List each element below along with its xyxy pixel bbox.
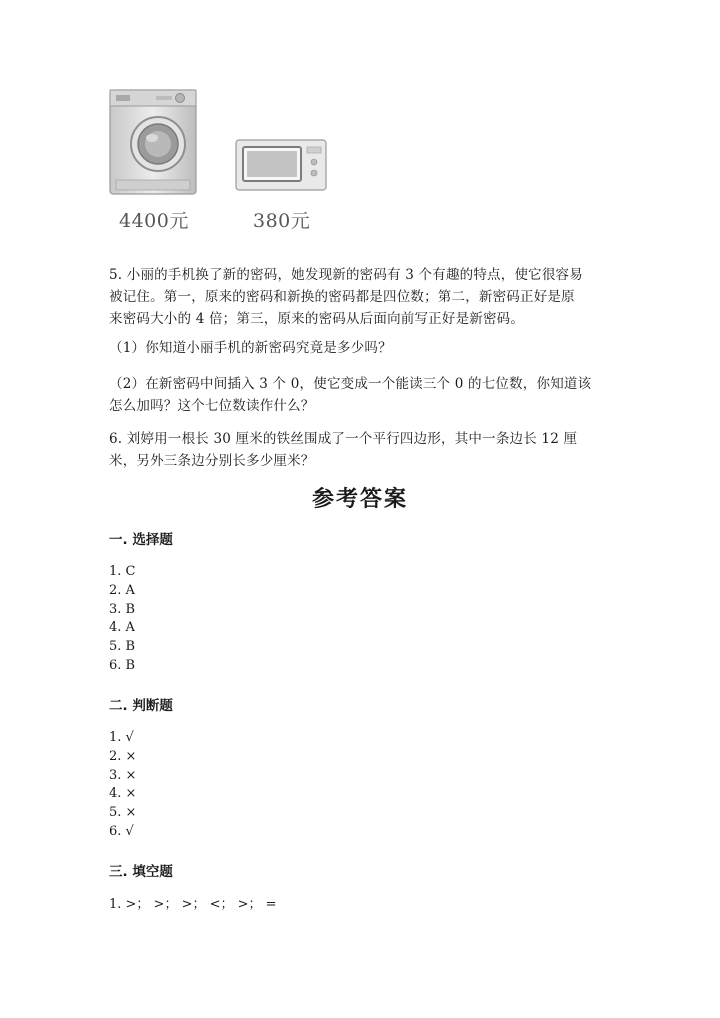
answer-item: 3. ×: [109, 767, 137, 783]
answer-item: 1. >； >； >； <； >； =: [109, 897, 277, 912]
answer-item: 6. √: [109, 823, 134, 839]
section-title-fill-blank: 三. 填空题: [109, 864, 173, 880]
question-5: [109, 264, 629, 330]
question-5-sub-2-line: 怎么加吗？这个七位数读作什么？: [109, 398, 315, 414]
question-6-line: 6. 刘婷用一根长 30 厘米的铁丝围成了一个平行四边形，其中一条边长 12 厘: [109, 431, 578, 447]
question-5-sub-2: [109, 373, 629, 417]
question-5-line: 被记住。第一，原来的密码和新换的密码都是四位数；第二，新密码正好是原: [109, 289, 575, 305]
answer-item: 1. C: [109, 564, 136, 579]
washing-machine-image: [108, 88, 198, 196]
microwave-price-label: 380元: [253, 210, 311, 232]
question-5-line: 5. 小丽的手机换了新的密码，她发现新的密码有 3 个有趣的特点，使它很容易: [109, 267, 583, 283]
microwave-image: [235, 139, 327, 191]
answer-item: 3. B: [109, 601, 136, 617]
judgement-answers-list: [109, 729, 136, 842]
answer-item: 4. ×: [109, 786, 137, 802]
answers-title: 参考答案: [311, 486, 408, 512]
washer-price-label: 4400元: [119, 210, 189, 232]
question-5-sub-2-line: （2）在新密码中间插入 3 个 0，使它变成一个能读三个 0 的七位数，你知道该: [109, 376, 592, 392]
answer-item: 2. A: [109, 582, 135, 598]
answer-item: 2. ×: [109, 748, 137, 764]
fill-blank-answers-list: [109, 896, 277, 915]
question-6-line: 米，另外三条边分别长多少厘米？: [109, 453, 315, 469]
section-title-judgement: 二. 判断题: [109, 698, 173, 714]
choice-answers-list: [109, 563, 135, 676]
answer-item: 5. B: [109, 639, 136, 655]
question-5-sub-1: （1）你知道小丽手机的新密码究竟是多少吗？: [109, 340, 392, 356]
answer-item: 6. B: [109, 657, 136, 673]
answer-item: 1. √: [109, 730, 134, 745]
section-title-choice: 一. 选择题: [109, 532, 173, 548]
answer-item: 4. A: [109, 620, 135, 636]
question-5-line: 来密码大小的 4 倍；第三，原来的密码从后面向前写正好是新密码。: [109, 311, 525, 327]
answer-item: 5. ×: [109, 805, 137, 821]
question-6: [109, 428, 629, 472]
